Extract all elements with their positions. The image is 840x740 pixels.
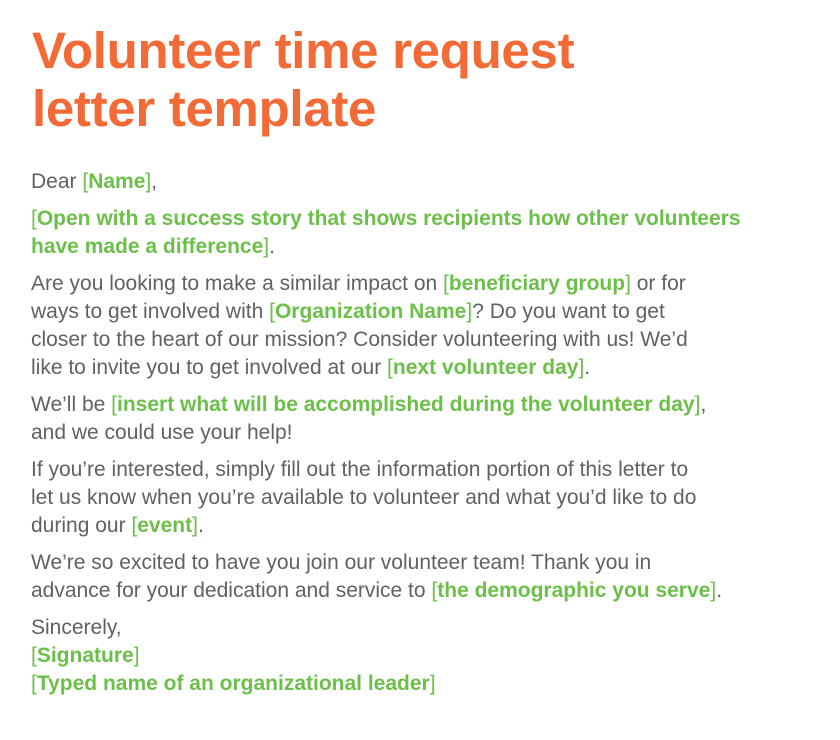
sign-off: Sincerely, [31, 616, 122, 639]
bracket-close: ] [578, 356, 585, 379]
paragraph-interest [31, 456, 821, 540]
text: like to invite you to get involved at our [31, 356, 388, 379]
placeholder-signature: Signature [36, 644, 134, 667]
text: or for [630, 272, 686, 295]
greeting [31, 168, 821, 196]
bracket-open: [ [82, 170, 89, 193]
text: . [269, 235, 275, 258]
line [31, 391, 821, 419]
bracket-open: [ [387, 356, 393, 379]
bracket-open: [ [269, 300, 275, 323]
bracket-close: ] [466, 300, 473, 323]
bracket-open: [ [111, 393, 117, 416]
text: . [716, 579, 723, 602]
line [31, 512, 821, 540]
placeholder-event: event [137, 514, 193, 537]
bracket-open: [ [131, 514, 138, 537]
text: during our [31, 514, 132, 537]
placeholder-typed-name: Typed name of an organizational leader [36, 672, 430, 695]
paragraph-success-story [31, 205, 821, 261]
placeholder-success-story-cont: have made a difference [31, 235, 264, 258]
title-line-2: letter template [32, 80, 377, 137]
line [31, 233, 821, 261]
line [31, 298, 821, 326]
line [31, 670, 821, 698]
line [31, 270, 821, 298]
bracket-open: [ [31, 207, 37, 230]
text: . [584, 356, 591, 379]
bracket-close: ] [145, 170, 152, 193]
placeholder-next-volunteer-day: next volunteer day [392, 356, 579, 379]
line [31, 205, 821, 233]
page-title [32, 22, 574, 138]
bracket-close: ] [192, 514, 198, 537]
greeting-prefix: Dear [31, 170, 83, 193]
line: and we could use your help! [31, 421, 293, 444]
paragraph-accomplish [31, 391, 821, 447]
paragraph-impact [31, 270, 821, 382]
text: advance for your dedication and service to [31, 579, 432, 602]
line: If you’re interested, simply fill out the information portion of this letter to [31, 458, 689, 481]
bracket-open: [ [31, 644, 37, 667]
bracket-open: [ [431, 579, 438, 602]
bracket-close: ] [429, 672, 436, 695]
bracket-close: ] [133, 644, 140, 667]
placeholder-name: Name [88, 170, 146, 193]
bracket-close: ] [263, 235, 270, 258]
text: , [700, 393, 707, 416]
line [31, 577, 821, 605]
paragraph-thanks [31, 549, 821, 605]
line: let us know when you’re available to volunteer and what you’d like to do [31, 486, 697, 509]
placeholder-organization-name: Organization Name [274, 300, 467, 323]
text: ? Do you want to get [472, 300, 665, 323]
placeholder-accomplishment: insert what will be accomplished during the volunteer day [117, 393, 695, 416]
greeting-suffix: , [151, 170, 158, 193]
text: . [197, 514, 204, 537]
text: Are you looking to make a similar impact on [31, 272, 444, 295]
bracket-close: ] [694, 393, 701, 416]
bracket-close: ] [625, 272, 631, 295]
line: We’re so excited to have you join our volunteer team! Thank you in [31, 551, 652, 574]
placeholder-beneficiary-group: beneficiary group [448, 272, 626, 295]
text: We’ll be [31, 393, 112, 416]
placeholder-success-story: Open with a success story that shows recipients how other volunteers [36, 207, 741, 230]
title-line-1: Volunteer time request [32, 22, 575, 79]
bracket-open: [ [443, 272, 449, 295]
letter-body [31, 168, 821, 707]
closing [31, 614, 821, 698]
line: closer to the heart of our mission? Consider volunteering with us! We’d [31, 328, 688, 351]
bracket-open: [ [31, 672, 37, 695]
placeholder-demographic: the demographic you serve [437, 579, 711, 602]
line [31, 354, 821, 382]
line [31, 642, 821, 670]
bracket-close: ] [710, 579, 717, 602]
text: ways to get involved with [31, 300, 270, 323]
